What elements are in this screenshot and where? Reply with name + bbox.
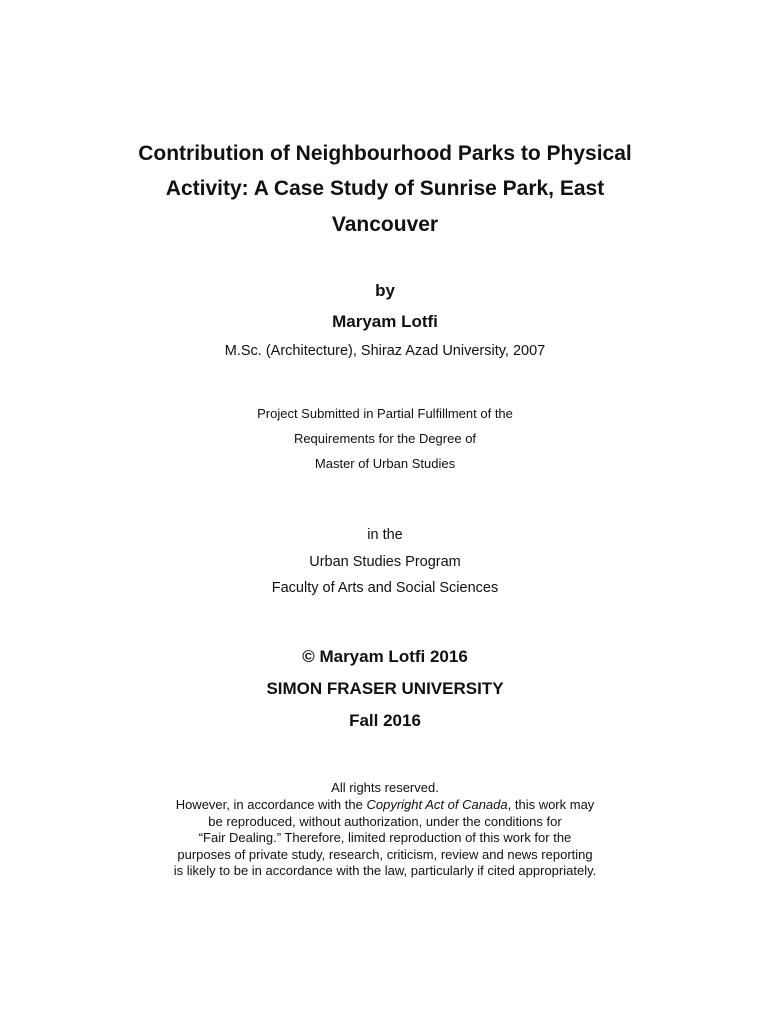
prior-degree: M.Sc. (Architecture), Shiraz Azad University, 2007	[224, 343, 546, 359]
by-label: by	[375, 281, 395, 300]
in-the-label: in the	[367, 527, 403, 543]
submission-line-3: Master of Urban Studies	[314, 456, 456, 471]
rights-line-1: All rights reserved.	[331, 780, 439, 795]
term: Fall 2016	[349, 711, 421, 730]
rights-line-6: is likely to be in accordance with the law, particularly if cited appropriately.	[173, 863, 597, 878]
rights-line-5: purposes of private study, research, criticism, review and news reporting	[177, 847, 593, 862]
thesis-title-line-3: Vancouver	[331, 213, 439, 236]
rights-line-2	[0, 797, 770, 812]
author-name: Maryam Lotfi	[332, 312, 438, 331]
thesis-title-line-1: Contribution of Neighbourhood Parks to Physical	[138, 142, 632, 165]
rights-line-4: “Fair Dealing.” Therefore, limited reproduction of this work for the	[198, 830, 572, 845]
rights-line-2-post: , this work may	[507, 797, 595, 812]
program-name: Urban Studies Program	[309, 554, 461, 570]
rights-line-2-pre: However, in accordance with the	[175, 797, 367, 812]
copyright-notice: © Maryam Lotfi 2016	[302, 647, 468, 666]
copyright-act-title: Copyright Act of Canada	[366, 797, 508, 812]
submission-line-1: Project Submitted in Partial Fulfillment of the	[257, 406, 513, 421]
rights-line-3: be reproduced, without authorization, under the conditions for	[208, 814, 562, 829]
submission-line-2: Requirements for the Degree of	[293, 431, 477, 446]
university-name: SIMON FRASER UNIVERSITY	[266, 679, 504, 698]
faculty-name: Faculty of Arts and Social Sciences	[271, 580, 499, 596]
thesis-title-line-2: Activity: A Case Study of Sunrise Park, East	[165, 177, 605, 200]
